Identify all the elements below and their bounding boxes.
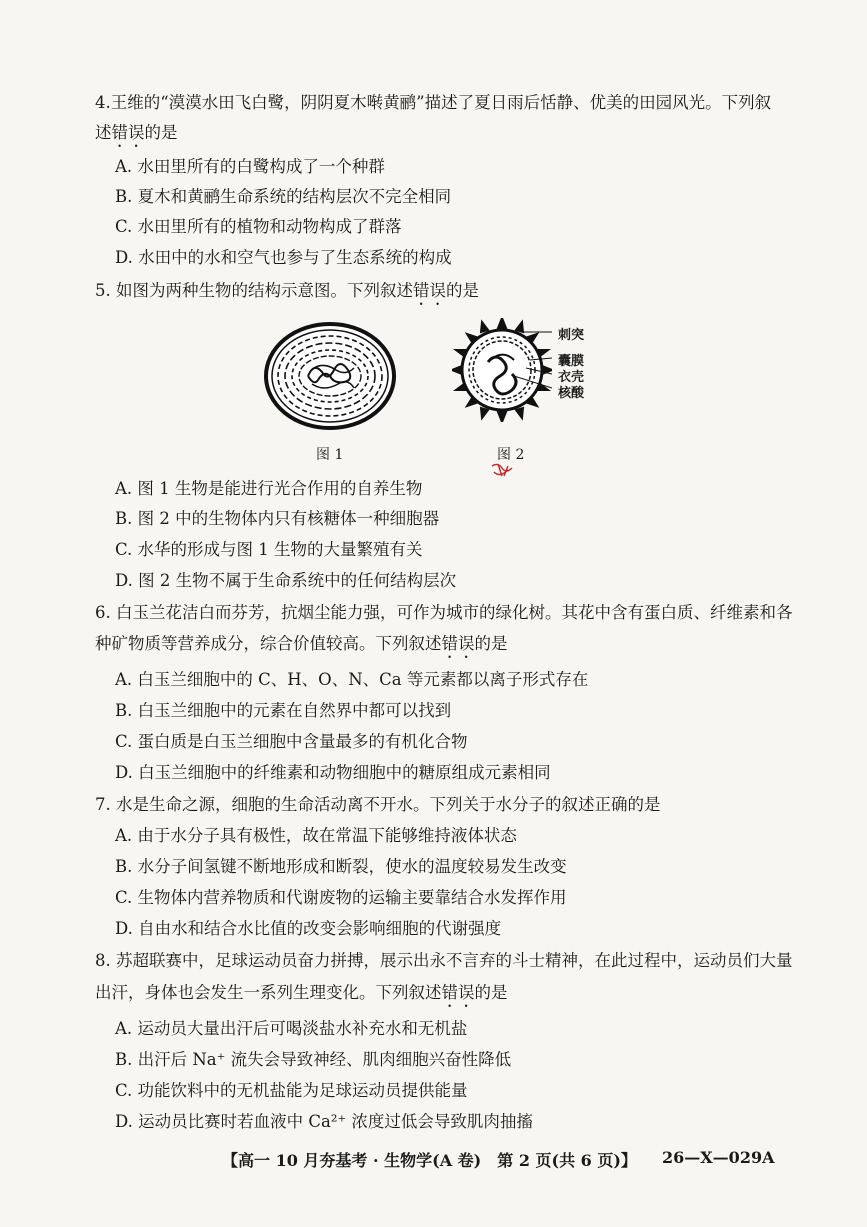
red-ink-scribble — [490, 462, 518, 478]
q6-stem-post: 的是 — [474, 634, 508, 653]
q7-option-b[interactable]: B. 水分子间氢键不断地形成和断裂，使水的温度较易发生改变 — [115, 857, 567, 876]
q5-option-a[interactable]: A. 图 1 生物是能进行光合作用的自养生物 — [115, 479, 423, 498]
figure-1-caption: 图 1 — [316, 447, 344, 463]
q5-emphasis: 错误 — [413, 281, 446, 300]
q6-stem-pre: 种矿物质等营养成分，综合价值较高。下列叙述 — [95, 634, 442, 653]
q4-stem-pre: 述 — [95, 123, 112, 142]
q8-option-c[interactable]: C. 功能饮料中的无机盐能为足球运动员提供能量 — [115, 1081, 468, 1100]
q8-stem-post: 的是 — [474, 983, 508, 1002]
q8-emphasis: 错误 — [441, 983, 475, 1002]
q7-option-c[interactable]: C. 生物体内营养物质和代谢废物的运输主要靠结合水发挥作用 — [115, 888, 567, 907]
q6-option-b[interactable]: B. 白玉兰细胞中的元素在自然界中都可以找到 — [115, 701, 452, 720]
q4-option-a[interactable]: A. 水田里所有的白鹭构成了一个种群 — [115, 157, 385, 176]
q8-stem-line2 — [95, 982, 795, 1011]
q4-stem-line2 — [95, 122, 795, 151]
paper-code: 26—X—029A — [662, 1148, 775, 1167]
figure-2-caption: 图 2 — [497, 447, 525, 463]
q7-option-a[interactable]: A. 由于水分子具有极性，故在常温下能够维持液体状态 — [115, 826, 517, 845]
q6-option-d[interactable]: D. 白玉兰细胞中的纤维素和动物细胞中的糖原组成元素相同 — [115, 763, 551, 782]
figure-1-cell — [262, 320, 398, 432]
q4-option-b[interactable]: B. 夏木和黄鹂生命系统的结构层次不完全相同 — [115, 187, 452, 206]
label-nucleic-acid: 核酸 — [558, 386, 585, 401]
q5-stem-pre: 5. 如图为两种生物的结构示意图。下列叙述 — [95, 281, 413, 300]
q5-option-d[interactable]: D. 图 2 生物不属于生命系统中的任何结构层次 — [115, 571, 457, 590]
page-footer: 【高一 10 月夯基考 · 生物学(A 卷) 第 2 页(共 6 页)】 — [222, 1151, 637, 1170]
q4-stem-line1: 4.王维的“漠漠水田飞白鹭，阴阴夏木啭黄鹂”描述了夏日雨后恬静、优美的田园风光。下列叙 — [95, 93, 772, 112]
q4-option-d[interactable]: D. 水田中的水和空气也参与了生态系统的构成 — [115, 248, 452, 267]
figure-2-virus — [452, 318, 552, 422]
label-spike: 刺突 — [558, 328, 585, 343]
q4-stem-post: 的是 — [144, 123, 178, 142]
q8-option-a[interactable]: A. 运动员大量出汗后可喝淡盐水补充水和无机盐 — [115, 1019, 468, 1038]
label-envelope: 囊膜 — [558, 354, 585, 369]
q8-stem-pre: 出汗，身体也会发生一系列生理变化。下列叙述 — [95, 983, 442, 1002]
q6-option-a[interactable]: A. 白玉兰细胞中的 C、H、O、N、Ca 等元素都以离子形式存在 — [115, 670, 589, 689]
q5-option-b[interactable]: B. 图 2 中的生物体内只有核糖体一种细胞器 — [115, 509, 440, 528]
q7-stem: 7. 水是生命之源，细胞的生命活动离不开水。下列关于水分子的叙述正确的是 — [95, 795, 661, 814]
q5-stem-post: 的是 — [446, 281, 479, 300]
q5-stem — [95, 280, 795, 309]
q4-emphasis: 错误 — [111, 123, 145, 142]
q6-stem-line1: 6. 白玉兰花洁白而芬芳，抗烟尘能力强，可作为城市的绿化树。其花中含有蛋白质、纤维素和各 — [95, 603, 793, 622]
q8-stem-line1: 8. 苏超联赛中，足球运动员奋力拼搏，展示出永不言弃的斗士精神，在此过程中，运动员们大量 — [95, 951, 793, 970]
label-capsid: 衣壳 — [558, 370, 585, 385]
q6-option-c[interactable]: C. 蛋白质是白玉兰细胞中含量最多的有机化合物 — [115, 732, 468, 751]
q5-option-c[interactable]: C. 水华的形成与图 1 生物的大量繁殖有关 — [115, 540, 423, 559]
q8-option-b[interactable]: B. 出汗后 Na⁺ 流失会导致神经、肌肉细胞兴奋性降低 — [115, 1050, 512, 1069]
q6-stem-line2 — [95, 633, 795, 662]
q6-emphasis: 错误 — [441, 634, 475, 653]
q4-option-c[interactable]: C. 水田里所有的植物和动物构成了群落 — [115, 217, 402, 236]
q7-option-d[interactable]: D. 自由水和结合水比值的改变会影响细胞的代谢强度 — [115, 919, 502, 938]
q8-option-d[interactable]: D. 运动员比赛时若血液中 Ca²⁺ 浓度过低会导致肌肉抽搐 — [115, 1112, 533, 1131]
